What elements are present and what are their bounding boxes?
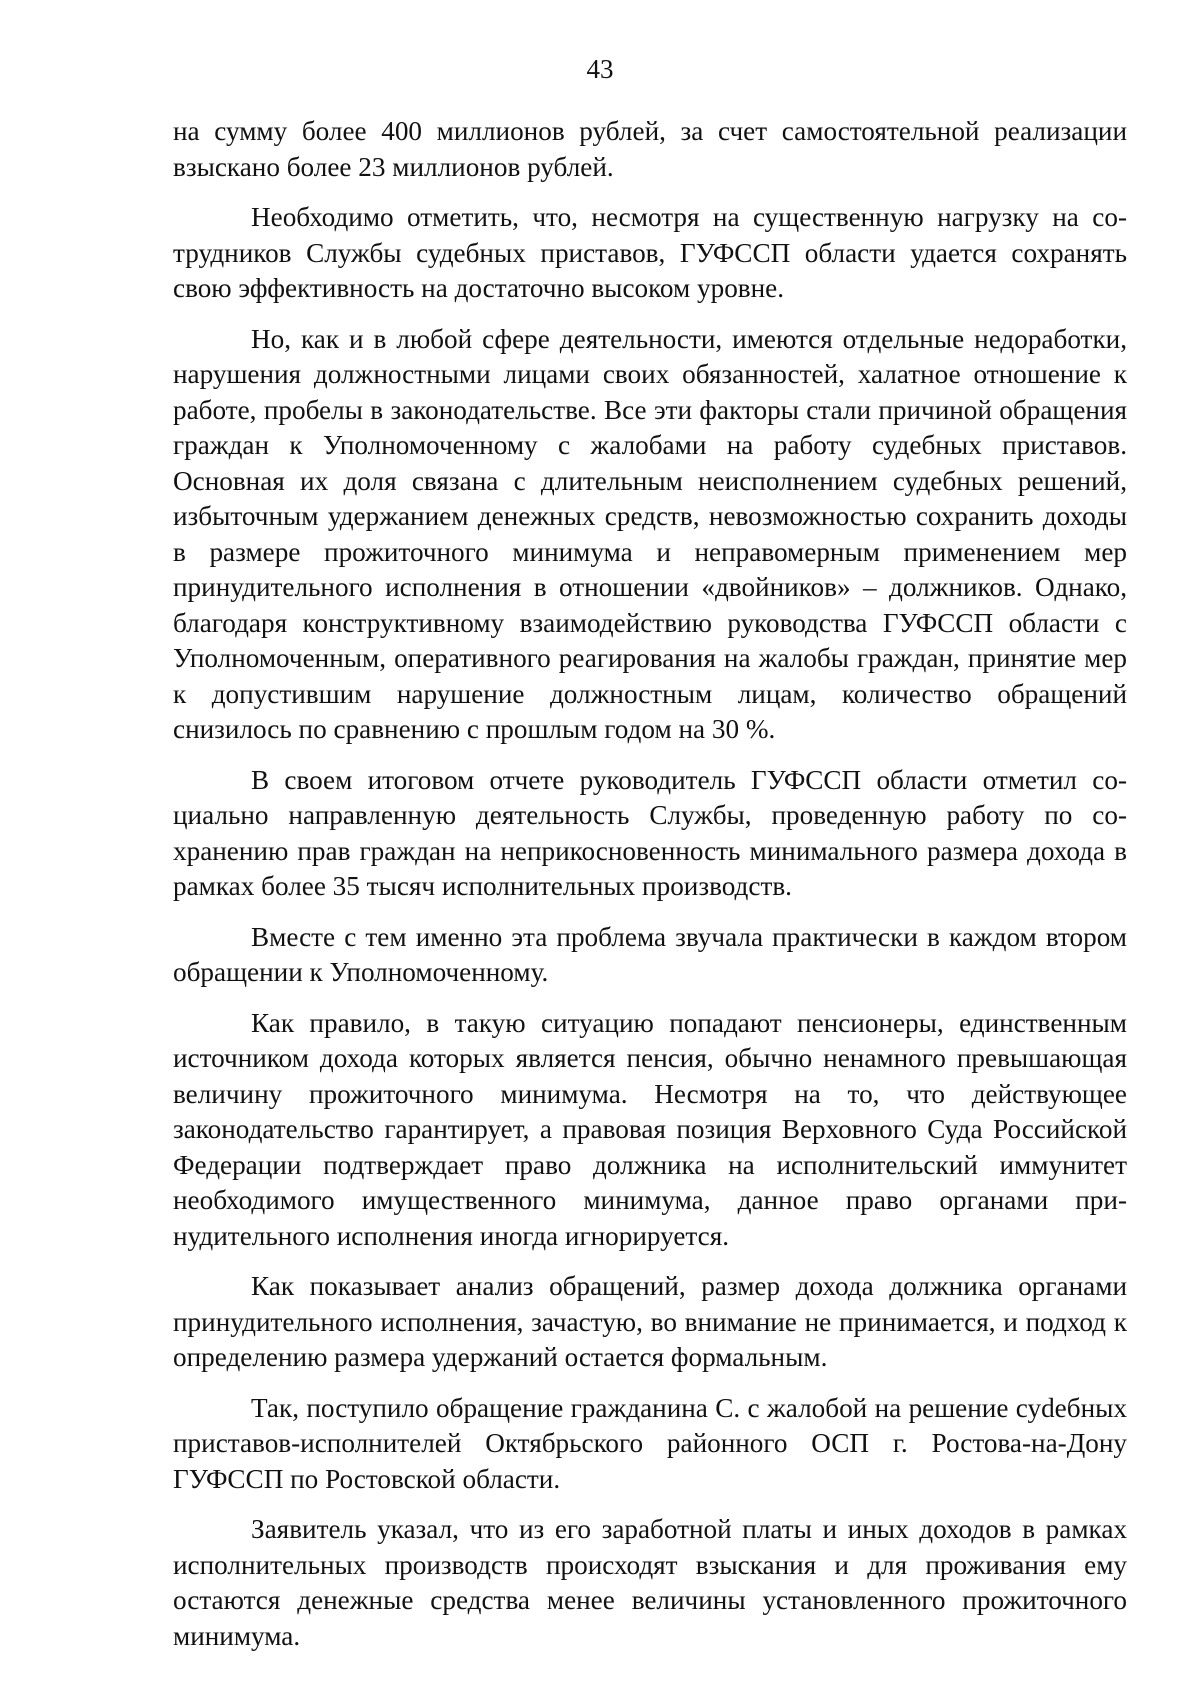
page-number: 43 — [586, 54, 614, 84]
paragraph: Как правило, в такую ситуацию попадают пенсионеры, единственным источником дохода которых является пенсия, обычно ненамного превышающая величину прожиточного минимума. Несмотря на то, что действующее законодательство гарантирует, а правовая позиция Верховного Суда Российской Федерации подтверждает право должника на исполнительский иммунитет необходимого имущественного минимума, данное право органами принудительного исполнения иногда игнорируется. — [173, 1007, 1127, 1251]
paragraph: В своем итоговом отчете руководитель ГУФССП области отметил социально направленную деятельность Службы, проведенную работу по сохранению прав граждан на неприкосновенность минимального размера дохода в рамках более 35 тысяч исполнительных производств. — [173, 764, 1127, 901]
paragraph: Так, поступило обращение гражданина С. с жалобой на решение суdебных приставов-исполнителей Октябрьского районного ОСП г. Ростова-на-Дону ГУФССП по Ростовской области. — [173, 1392, 1127, 1494]
paragraph: Заявитель указал, что из его заработной платы и иных доходов в рамках исполнительных производств происходят взыскания и для проживания ему остаются денежные средства менее величины установленного прожиточного минимума. — [173, 1514, 1127, 1651]
paragraph: Необходимо отметить, что, несмотря на существенную нагрузку на сотрудников Службы судебных приставов, ГУФССП области удается сохранять свою эффективность на достаточно высоком уровне. — [173, 202, 1127, 303]
paragraph: на сумму более 400 миллионов рублей, за счет самостоятельной реализации взыскано более 23 миллионов рублей. — [173, 116, 1127, 182]
document-body — [173, 114, 1127, 1669]
paragraph: Вместе с тем именно эта проблема звучала практически в каждом втором обращении к Уполномоченному. — [173, 921, 1127, 987]
paragraph: Но, как и в любой сфере деятельности, имеются отдельные недоработки, нарушения должностными лицами своих обязанностей, халатное отношение к работе, пробелы в законодательстве. Все эти факторы стали причиной обращения граждан к Уполномоченному с жалобами на работу судебных приставов. Основная их доля связана с длительным неисполнением судебных решений, избыточным удержанием денежных средств, невозможностью сохранить доходы в размере прожиточного минимума и неправомерным применением мер принудительного исполнения в отношении «двойников» – должников. Однако, благодаря конструктивному взаимодействию руководства ГУФССП области с Уполномоченным, оперативного реагирования на жалобы граждан, принятие мер к допустившим нарушение должностным лицам, количество обращений снизилось по сравнению с прошлым годом на 30 %. — [173, 323, 1127, 744]
paragraph: Как показывает анализ обращений, размер дохода должника органами принудительного исполнения, зачастую, во внимание не принимается, и подход к определению размера удержаний остается формальным. — [173, 1271, 1127, 1372]
